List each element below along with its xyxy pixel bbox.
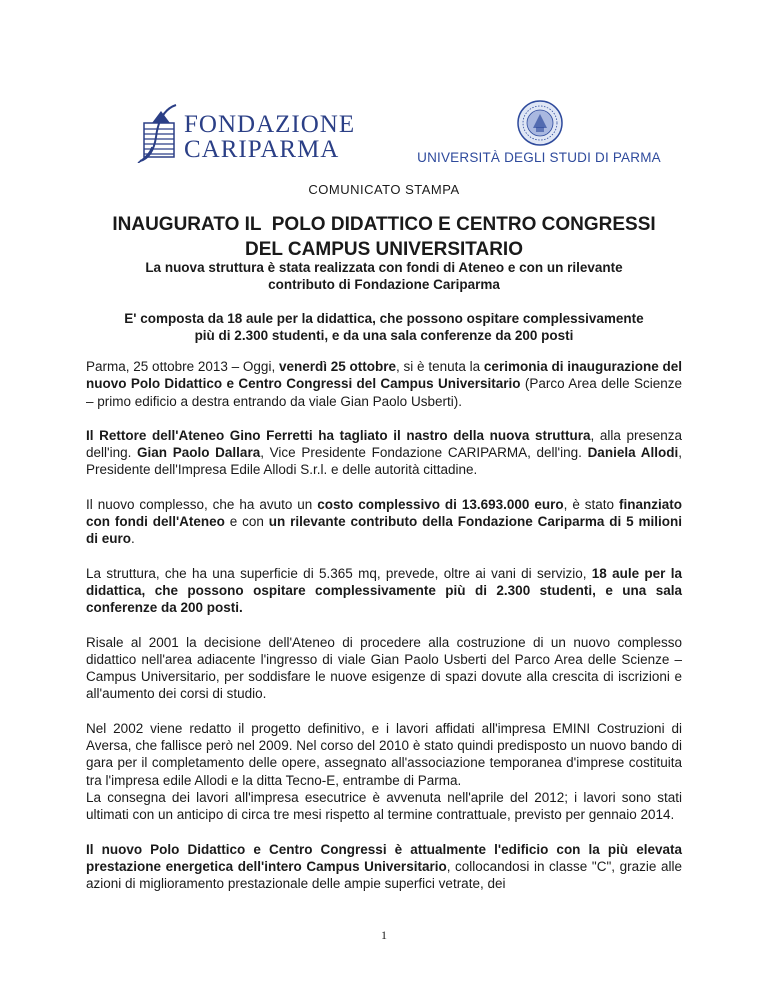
fondazione-line1: FONDAZIONE xyxy=(184,111,356,138)
subheading-line1: La nuova struttura è stata realizzata con fondi di Ateneo e con un rilevante xyxy=(145,260,623,275)
fondazione-line2: CARIPARMA xyxy=(184,136,340,163)
press-release-label: COMUNICATO STAMPA xyxy=(308,182,460,197)
subheading2-line1: E' composta da 18 aule per la didattica, che possono ospitare complessivamente xyxy=(124,311,644,326)
fondazione-wordmark xyxy=(184,112,355,162)
paragraph-delivery: La consegna dei lavori all'impresa esecutrice è avvenuta nell'aprile del 2012; i lavori sono stati ultimati con un anticipo di circa tre mesi rispetto al termine contrattuale, previsto per gennaio 2014. xyxy=(86,789,682,823)
headline xyxy=(100,212,668,262)
fondazione-cariparma-logo xyxy=(136,103,356,163)
paragraph-energy: Il nuovo Polo Didattico e Centro Congressi è attualmente l'edificio con la più elevata prestazione energetica dell'intero Campus Universitario, collocandosi in classe "C", grazie alle azioni di miglioramento prestazionale delle ampie superfici vetrate, dei xyxy=(86,841,682,892)
university-seal-icon xyxy=(517,100,563,146)
article-body xyxy=(86,358,682,909)
headline-line2: DEL CAMPUS UNIVERSITARIO xyxy=(245,239,523,260)
university-name: UNIVERSITÀ DEGLI STUDI DI PARMA xyxy=(417,150,661,165)
paragraph-structure: La struttura, che ha una superficie di 5.365 mq, prevede, oltre ai vani di servizio, 18 aule per la didattica, che possono ospitare complessivamente più di 2.300 studenti, e una sala conferenze da 200 posti. xyxy=(86,565,682,616)
paragraph-project: Nel 2002 viene redatto il progetto definitivo, e i lavori affidati all'impresa EMINI Costruzioni di Aversa, che fallisce però nel 2009. Nel corso del 2010 è stato quindi predisposto un nuovo bando di gara per il completamento delle opere, assegnato all'associazione temporanea d'imprese costituita tra l'impresa edile Allodi e la ditta Tecno-E, entrambe di Parma. xyxy=(86,720,682,788)
paragraph-cost: Il nuovo complesso, che ha avuto un costo complessivo di 13.693.000 euro, è stato finanziato con fondi dell'Ateneo e con un rilevante contributo della Fondazione Cariparma di 5 milioni di euro. xyxy=(86,496,683,547)
subheading xyxy=(100,259,668,293)
paragraph-history: Risale al 2001 la decisione dell'Ateneo di procedere alla costruzione di un nuovo complesso didattico nell'area adiacente l'ingresso di viale Gian Paolo Usberti del Parco Area delle Scienze – Campus Universitario, per soddisfare le nuove esigenze di spazi dovute alla crescita di iscrizioni e all'aumento dei corsi di studio. xyxy=(86,634,682,702)
paragraph-rector: Il Rettore dell'Ateneo Gino Ferretti ha tagliato il nastro della nuova struttura, alla presenza dell'ing. Gian Paolo Dallara, Vice Presidente Fondazione CARIPARMA, dell'ing. Daniela Allodi, Presidente dell'Impresa Edile Allodi S.r.l. e delle autorità cittadine. xyxy=(86,427,683,478)
paragraph-intro: Parma, 25 ottobre 2013 – Oggi, venerdì 25 ottobre, si è tenuta la cerimonia di inaugurazione del nuovo Polo Didattico e Centro Congressi del Campus Universitario (Parco Area delle Scienze – primo edificio a destra entrando da viale Gian Paolo Usberti). xyxy=(86,359,683,409)
page-number: 1 xyxy=(381,928,387,942)
headline-line1: INAUGURATO IL POLO DIDATTICO E CENTRO CONGRESSI xyxy=(112,214,656,235)
subheading-line2: contributo di Fondazione Cariparma xyxy=(268,277,500,292)
subheading2-line2: più di 2.300 studenti, e da una sala conferenze da 200 posti xyxy=(194,328,574,343)
fondazione-emblem-icon xyxy=(136,103,182,163)
subheading-secondary xyxy=(100,310,668,344)
